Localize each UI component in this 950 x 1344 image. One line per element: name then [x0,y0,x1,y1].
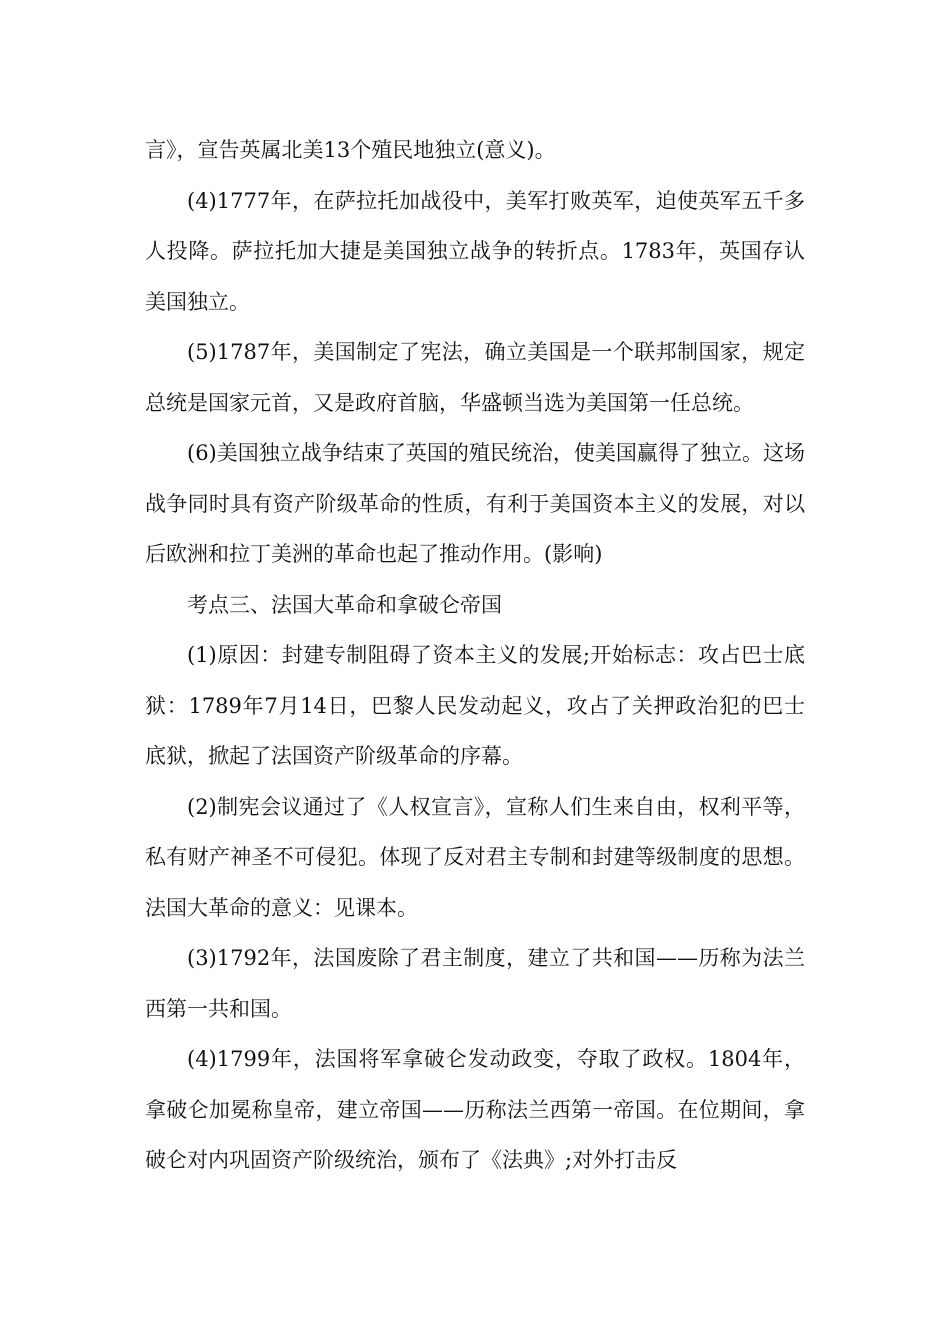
paragraph-constitution: (5)1787年，美国制定了宪法，确立美国是一个联邦制国家，规定总统是国家元首，又是政府首脑，华盛顿当选为美国第一任总统。 [145,340,805,415]
paragraph-independence-impact: (6)美国独立战争结束了英国的殖民统治，使美国赢得了独立。这场战争同时具有资产阶级革命的性质，有利于美国资本主义的发展，对以后欧洲和拉丁美洲的革命也起了推动作用。(影响) [145,441,805,566]
paragraph-first-republic: (3)1792年，法国废除了君主制度，建立了共和国——历称为法兰西第一共和国。 [145,946,805,1021]
paragraph-declaration-end: 言》，宣告英属北美13个殖民地独立(意义)。 [145,138,556,162]
paragraph-rights-declaration: (2)制宪会议通过了《人权宣言》，宣称人们生来自由，权利平等，私有财产神圣不可侵犯。体现了反对君主专制和封建等级制度的思想。法国大革命的意义：见课本。 [145,794,805,920]
paragraph-bastille: (1)原因：封建专制阻碍了资本主义的发展;开始标志：攻占巴士底狱：1789年7月14日，巴黎人民发动起义，攻占了关押政治犯的巴士底狱，掀起了法国资产阶级革命的序幕。 [145,643,805,768]
paragraph-napoleon-empire: (4)1799年，法国将军拿破仑发动政变，夺取了政权。1804年，拿破仑加冕称皇帝，建立帝国——历称法兰西第一帝国。在位期间，拿破仑对内巩固资产阶级统治，颁布了《法典》;对外打击反 [145,1047,805,1172]
document-body [145,125,805,1186]
section-heading-french-revolution: 考点三、法国大革命和拿破仑帝国 [187,592,502,617]
paragraph-saratoga: (4)1777年，在萨拉托加战役中，美军打败英军，迫使英军五千多人投降。萨拉托加大捷是美国独立战争的转折点。1783年，英国存认美国独立。 [145,188,805,314]
